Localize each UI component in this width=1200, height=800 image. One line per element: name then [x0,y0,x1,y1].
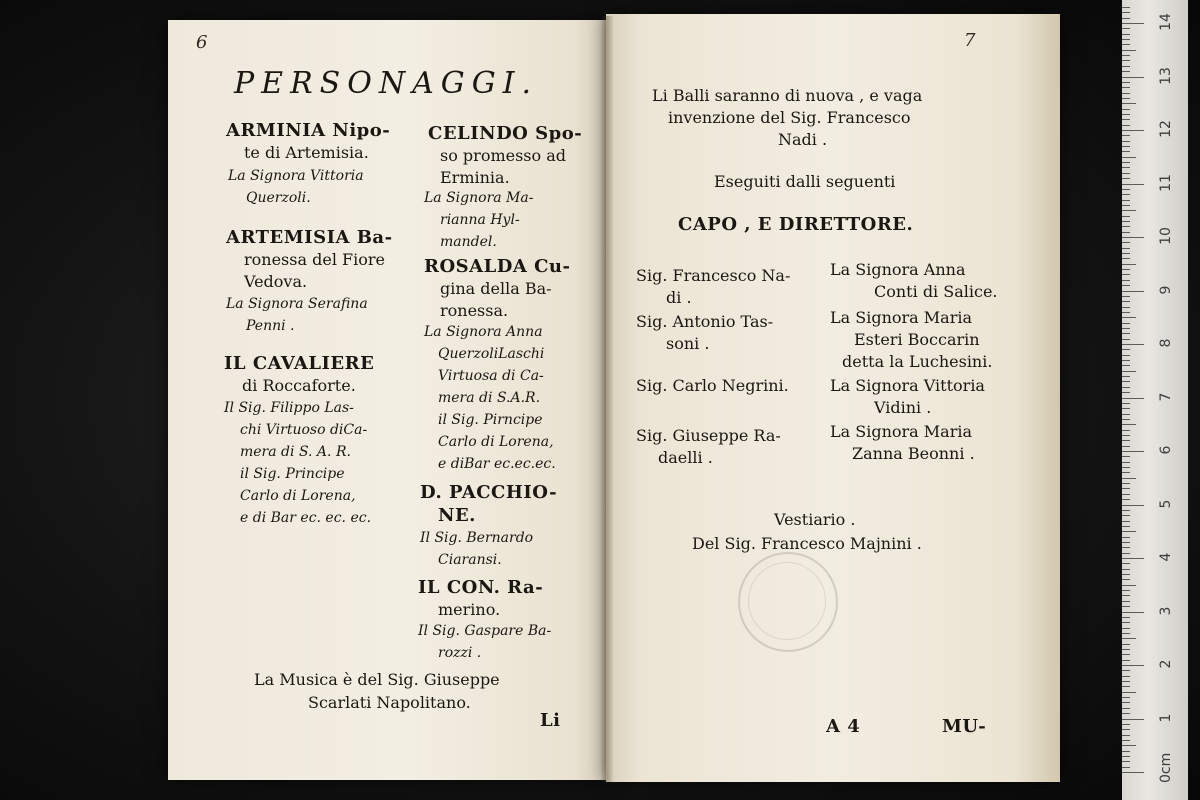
dancer-name: Sig. Giuseppe Ra- [636,426,781,445]
ruler-tick [1122,751,1130,752]
ruler-tick [1122,387,1130,388]
performers-intro: Eseguiti dalli seguenti [714,172,896,191]
ruler-tick [1122,414,1130,415]
ruler-tick [1122,542,1130,543]
ruler-tick [1122,98,1130,99]
ruler-tick [1122,376,1130,377]
ruler-tick [1122,735,1130,736]
dancer-name: Zanna Beonni . [852,444,975,463]
ruler-tick [1122,494,1130,495]
ruler-tick [1122,301,1130,302]
singer-name: Carlo di Lorena, [438,434,554,450]
ruler-tick [1122,531,1136,532]
ruler-tick [1122,585,1136,586]
character-description: ronessa del Fiore [244,250,385,269]
ruler-tick [1122,590,1130,591]
ruler-tick [1122,740,1130,741]
ruler-tick [1122,242,1130,243]
character-name: CELINDO Spo- [428,123,583,144]
singer-name: rozzi . [438,645,482,661]
ruler-tick [1122,515,1130,516]
ruler-tick [1122,628,1130,629]
ruler-tick [1122,317,1136,318]
ruler-tick [1122,258,1130,259]
ruler-label: 13 [1158,66,1174,85]
dancer-name: La Signora Anna [830,260,966,279]
ruler-tick [1122,349,1130,350]
ruler-tick [1122,745,1136,746]
character-name: D. PACCHIO- [420,482,558,503]
ruler-tick [1122,248,1130,249]
ruler-tick [1122,729,1130,730]
ruler-tick [1122,724,1130,725]
ruler-label: 5 [1158,499,1174,508]
costume-heading: Vestiario . [774,510,856,529]
ruler-tick [1122,141,1130,142]
singer-name: e diBar ec.ec.ec. [438,456,556,472]
ruler-tick [1122,34,1130,35]
ruler-tick [1122,622,1130,623]
singer-name: e di Bar ec. ec. ec. [240,510,372,526]
dancer-name: detta la Luchesini. [842,352,993,371]
singer-name: Il Sig. Filippo Las- [224,400,354,416]
ruler-tick [1122,451,1144,452]
character-name: ROSALDA Cu- [424,256,571,277]
character-name: ARTEMISIA Ba- [226,227,393,248]
ruler-tick [1122,638,1136,639]
ruler-tick [1122,692,1136,693]
ruler-tick [1122,381,1130,382]
ruler-tick [1122,521,1130,522]
singer-name: mera di S. A. R. [240,444,351,460]
ruler-tick [1122,50,1136,51]
dancer-name: Sig. Antonio Tas- [636,312,774,331]
singer-name: il Sig. Principe [240,466,345,482]
ruler-tick [1122,173,1130,174]
ruler-tick [1122,446,1130,447]
ruler-tick [1122,269,1130,270]
page-number: 7 [964,30,976,51]
ruler-tick [1122,756,1130,757]
ruler-tick [1122,365,1130,366]
ruler-tick [1122,200,1130,201]
ruler-tick [1122,398,1144,399]
character-name: IL CON. Ra- [418,577,544,598]
costume-credit: Del Sig. Francesco Majnini . [692,534,922,553]
ballet-note: Li Balli saranno di nuova , e vaga [652,86,923,105]
ruler-tick [1122,296,1130,297]
ruler-tick [1122,472,1130,473]
ruler-label: 7 [1158,392,1174,401]
ruler-tick [1122,312,1130,313]
ruler-tick [1122,39,1130,40]
ruler-tick [1122,371,1136,372]
ruler-tick [1122,232,1130,233]
page-number: 6 [196,32,208,53]
dancer-name: Sig. Carlo Negrini. [636,376,789,395]
ruler-tick [1122,291,1144,292]
ruler-tick [1122,103,1136,104]
ruler-tick [1122,77,1144,78]
character-name: IL CAVALIERE [224,353,375,374]
ruler-tick [1122,665,1144,666]
character-description: te di Artemisia. [244,143,369,162]
dancer-name: Conti di Salice. [874,282,998,301]
ruler-tick [1122,392,1130,393]
ruler-tick [1122,109,1130,110]
singer-name: La Signora Anna [424,324,543,340]
ruler-tick [1122,510,1130,511]
ruler-tick [1122,12,1130,13]
ruler-tick [1122,676,1130,677]
character-description: merino. [438,600,501,619]
singer-name: La Signora Ma- [424,190,534,206]
ruler-tick [1122,125,1130,126]
singer-name: Querzoli. [246,190,311,206]
music-credit: La Musica è del Sig. Giuseppe [254,670,500,689]
character-description: Vedova. [244,272,308,291]
ruler-tick [1122,114,1130,115]
ruler-tick [1122,328,1130,329]
character-description: Erminia. [440,168,510,187]
ruler-tick [1122,574,1130,575]
ruler-tick [1122,55,1130,56]
singer-name: La Signora Vittoria [228,168,364,184]
ruler-tick [1122,419,1130,420]
singer-name: QuerzoliLaschi [438,346,545,362]
singer-name: il Sig. Pirncipe [438,412,543,428]
character-description: di Roccaforte. [242,376,356,395]
dancer-name: La Signora Vittoria [830,376,985,395]
ruler-tick [1122,767,1130,768]
ruler-tick [1122,23,1144,24]
left-page [168,20,608,780]
ruler-tick [1122,686,1130,687]
ruler-tick [1122,440,1130,441]
ruler-tick [1122,537,1130,538]
ruler-tick [1122,430,1130,431]
ruler-tick [1122,237,1144,238]
ruler-tick [1122,355,1130,356]
ruler-tick [1122,7,1130,8]
catchword: Li [540,710,561,731]
ruler-tick [1122,424,1136,425]
ballet-note: invenzione del Sig. Francesco [668,108,911,127]
character-name: ARMINIA Nipo- [226,120,391,141]
ruler-tick [1122,702,1130,703]
singer-name: Virtuosa di Ca- [438,368,544,384]
ruler-label: 10 [1158,227,1174,245]
ruler-tick [1122,280,1130,281]
ruler-tick [1122,435,1130,436]
ruler-tick [1122,681,1130,682]
ruler-tick [1122,274,1130,275]
ruler-tick [1122,130,1144,131]
ruler-label: 12 [1158,120,1174,138]
ruler-tick [1122,151,1130,152]
ruler-tick [1122,595,1130,596]
ruler-tick [1122,339,1130,340]
singer-name: Penni . [246,318,295,334]
ruler-tick [1122,226,1130,227]
ruler-tick [1122,285,1130,286]
ruler-tick [1122,71,1130,72]
singer-name: La Signora Serafina [226,296,368,312]
ruler-tick [1122,713,1130,714]
ruler-tick [1122,670,1130,671]
dancer-name: Vidini . [874,398,932,417]
ruler-tick [1122,87,1130,88]
ruler-tick [1122,119,1130,120]
ruler-tick [1122,488,1130,489]
ruler-tick [1122,483,1130,484]
ruler-tick [1122,601,1130,602]
ruler-tick [1122,184,1144,185]
ruler-tick [1122,761,1130,762]
ruler-tick [1122,178,1130,179]
ruler-tick [1122,264,1136,265]
book-gutter [600,16,614,782]
ruler-tick [1122,162,1130,163]
singer-name: Il Sig. Gaspare Ba- [418,623,552,639]
ruler-tick [1122,189,1130,190]
ruler-label: 8 [1158,338,1174,348]
ruler-label: 4 [1158,552,1174,562]
ruler-tick [1122,253,1130,254]
ruler-tick [1122,467,1130,468]
ruler-tick [1122,772,1144,773]
ruler-tick [1122,333,1130,334]
ruler-tick [1122,66,1130,67]
ruler-label: 0cm [1158,752,1174,783]
ruler-tick [1122,82,1130,83]
dancer-name: soni . [666,334,710,353]
ruler-tick [1122,617,1130,618]
ruler-label: 14 [1158,13,1174,31]
ruler-tick [1122,660,1130,661]
singer-name: rianna Hyl- [440,212,520,228]
singer-name: Ciaransi. [438,552,502,568]
ruler-tick [1122,360,1130,361]
ruler-tick [1122,654,1130,655]
ruler-tick [1122,216,1130,217]
signature-mark: A 4 [826,716,861,737]
ruler-tick [1122,644,1130,645]
ruler-tick [1122,221,1130,222]
ruler-tick [1122,633,1130,634]
ruler-tick [1122,210,1136,211]
singer-name: mera di S.A.R. [438,390,541,406]
ruler-label: 3 [1158,606,1174,615]
dancer-name: Esteri Boccarin [854,330,980,349]
ruler-tick [1122,505,1144,506]
character-name: NE. [438,505,476,526]
ruler-tick [1122,499,1130,500]
ruler-tick [1122,697,1130,698]
singer-name: Il Sig. Bernardo [420,530,534,546]
ruler-label: 11 [1158,173,1174,192]
character-description: gina della Ba- [440,279,552,298]
ruler-tick [1122,93,1130,94]
singer-name: mandel. [440,234,497,250]
ruler-tick [1122,526,1130,527]
ruler-tick [1122,408,1130,409]
right-page [606,14,1060,782]
ruler-label: 6 [1158,445,1174,455]
ruler-label: 9 [1158,285,1174,294]
ruler-tick [1122,569,1130,570]
character-description: ronessa. [440,301,509,320]
ruler-tick [1122,18,1130,19]
ruler-tick [1122,323,1130,324]
music-credit: Scarlati Napolitano. [308,693,471,712]
catchword: MU- [942,716,987,737]
ruler-tick [1122,403,1130,404]
dancer-name: La Signora Maria [830,422,973,441]
character-description: so promesso ad [440,146,567,165]
ruler-tick [1122,563,1130,564]
measurement-ruler [1122,0,1188,800]
page-title: PERSONAGGI. [234,66,539,101]
library-stamp-inner [748,562,826,640]
ruler-tick [1122,579,1130,580]
ruler-label: 2 [1158,659,1174,669]
dancer-name: daelli . [658,448,713,467]
ruler-tick [1122,708,1130,709]
ruler-tick [1122,167,1130,168]
ruler-tick [1122,719,1144,720]
ruler-tick [1122,649,1130,650]
ruler-tick [1122,344,1144,345]
ruler-tick [1122,462,1130,463]
ruler-tick [1122,307,1130,308]
ruler-tick [1122,135,1130,136]
ruler-tick [1122,612,1144,613]
ruler-tick [1122,205,1130,206]
section-heading: CAPO , E DIRETTORE. [678,214,914,235]
ruler-tick [1122,606,1130,607]
dancer-name: Sig. Francesco Na- [636,266,791,285]
ruler-tick [1122,558,1144,559]
dancer-name: di . [666,288,692,307]
ruler-tick [1122,146,1130,147]
ruler-label: 1 [1158,713,1174,722]
ruler-tick [1122,60,1130,61]
ballet-note: Nadi . [778,130,828,149]
ruler-tick [1122,547,1130,548]
ruler-tick [1122,44,1130,45]
library-stamp [738,552,838,652]
ruler-tick [1122,28,1130,29]
ruler-tick [1122,478,1136,479]
ruler-tick [1122,194,1130,195]
singer-name: chi Virtuoso diCa- [240,422,368,438]
ruler-tick [1122,157,1136,158]
ruler-tick [1122,553,1130,554]
dancer-name: La Signora Maria [830,308,973,327]
ruler-tick [1122,456,1130,457]
singer-name: Carlo di Lorena, [240,488,356,504]
